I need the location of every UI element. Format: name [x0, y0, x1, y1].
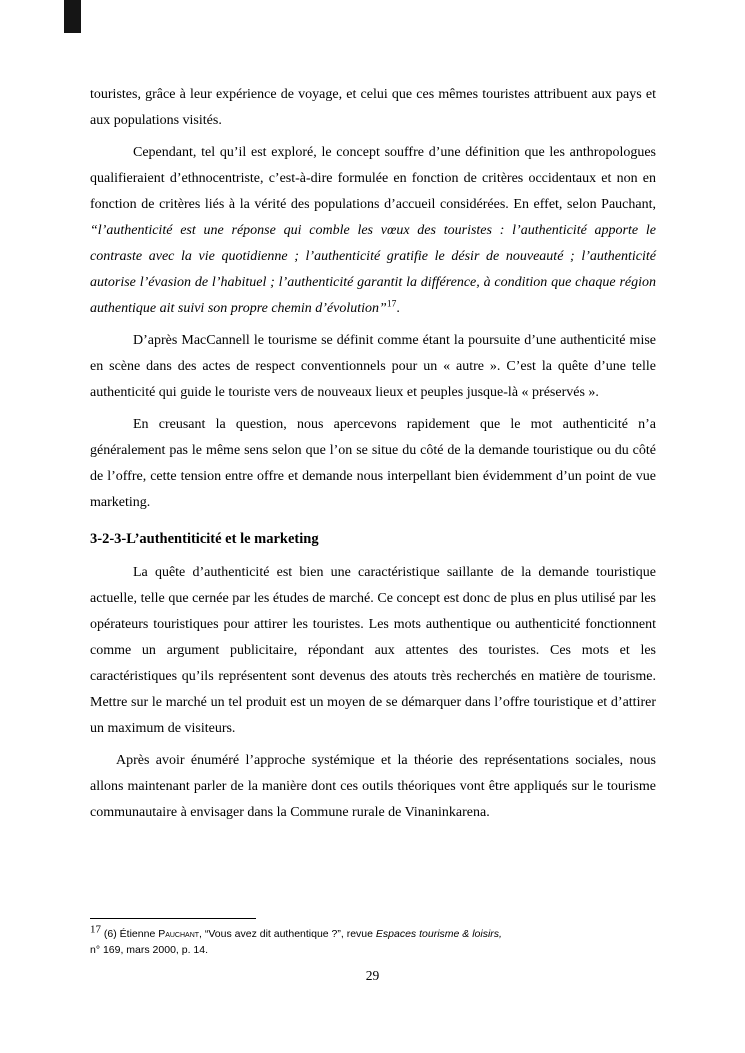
paragraph: touristes, grâce à leur expérience de voyage, et celui que ces mêmes touristes attribuent aux pays et aux populations visités.	[90, 87, 656, 128]
footnote-ref: 17	[386, 299, 397, 310]
paragraph: Après avoir énuméré l’approche systémique et la théorie des représentations sociales, nous allons maintenant parler de la manière dont ces outils théoriques vont être appliqués sur le tourisme communautaire à envisager dans la Commune rurale de Vinaninkarena.	[90, 753, 656, 820]
paragraph: D’après MacCannell le tourisme se définit comme étant la poursuite d’une authenticité mise en scène dans des actes de respect conventionnels pour un « autre ». C’est la quête d’une telle authenticité qui guide le touriste vers de nouveaux lieux et peuples jusque-là « préservés ».	[90, 333, 656, 400]
footnote	[90, 923, 656, 958]
paragraph-text: Cependant, tel qu’il est exploré, le concept souffre d’une définition que les anthropologues qualifieraient d’ethnocentriste, c’est-à-dire formulée en fonction de critères occidentaux et non en fonction de critères liés à la vérité des populations d’accueil considérées. En effet, selon Pauchant,	[90, 145, 656, 212]
footnote-text: n° 169, mars 2000, p. 14.	[90, 944, 209, 956]
page-number: 29	[365, 968, 380, 983]
scan-artifact-mark	[64, 0, 81, 33]
paragraph-text: .	[396, 301, 400, 316]
paragraph: La quête d’authenticité est bien une caractéristique saillante de la demande touristique actuelle, telle que cernée par les études de marché. Ce concept est donc de plus en plus utilisé par les opérateurs touristiques pour attirer les touristes. Les mots authentique ou authenticité fonctionnent comme un argument publicitaire, répondant aux attentes des touristes. Ces mots et les caractéristiques qu’ils représentent sont devenus des atouts très recherchés en matière de tourisme. Mettre sur le marché un tel produit est un moyen de se démarquer dans l’offre touristique et d’attirer un maximum de visiteurs.	[90, 565, 656, 736]
footnote-text: (6) Étienne	[101, 928, 159, 940]
footnote-text: , “Vous avez dit authentique ?”, revue	[199, 928, 376, 940]
footnote-journal: Espaces tourisme & loisirs,	[375, 928, 502, 940]
footnote-marker: 17	[90, 923, 101, 936]
footnote-separator	[90, 918, 256, 919]
footnote-author: Pauchant	[158, 928, 200, 940]
paragraph	[90, 140, 656, 322]
footnote-area	[90, 918, 656, 958]
paragraph: En creusant la question, nous apercevons rapidement que le mot authenticité n’a généralement pas le même sens selon que l’on se situe du côté de la demande touristique ou du côté de l’offre, cette tension entre offre et demande nous interpellant bien évidemment d’un point de vue marketing.	[90, 417, 656, 510]
section-heading: 3-2-3-L’authentiticité et le marketing	[90, 531, 319, 547]
page-body	[90, 82, 656, 832]
quotation: “l’authenticité est une réponse qui comble les vœux des touristes : l’authenticité apporte le contraste avec la vie quotidienne ; l’authenticité gratifie le désir de nouveauté ; l’authenticité autorise l’évasion de l’habituel ; l’authenticité garantit la différence, à condition que chaque région authentique ait suivi son propre chemin d’évolution”	[90, 223, 656, 316]
